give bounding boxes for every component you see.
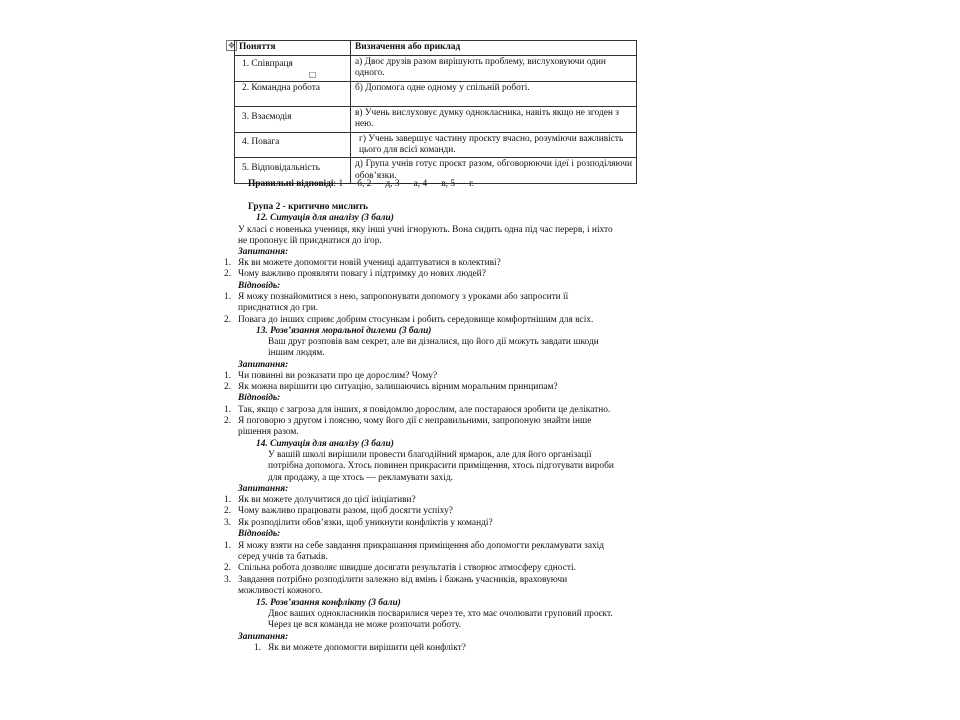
answer-item: Спільна робота дозволяє швидше досягати результатів і створює атмосферу єдності. [238,563,576,573]
table-row [235,132,637,158]
answer-item: Я поговорю з другом і поясню, чому його дії є неправильними, запропоную знайти інше [238,416,592,426]
list-number: 1. [224,405,232,415]
questions-label: Запитання: [238,360,289,370]
table-cell-definition: б) Допомога одне одному у спільній роботі. [351,81,637,106]
list-number: 3. [224,518,232,528]
answer-item: Повага до інших сприяє добрим стосункам і робить середовище комфортнішим для всіх. [238,315,594,325]
situation-13-text-line: Ваш друг розповів вам секрет, але ви дізналися, що його дії можуть завдати шкоди [268,337,599,347]
situation-15-title: 15. Розв’язання конфлікту (3 бали) [256,598,401,608]
list-number: 1. [224,541,232,551]
question-item: Чому важливо проявляти повагу і підтримку до нових людей? [238,269,486,279]
list-number: 1. [224,371,232,381]
answer-item: Завдання потрібно розподілити залежно від вмінь і бажань учасників, враховуючи [238,575,568,585]
list-number: 1. [224,495,232,505]
term-label: 4. Повага [242,136,280,147]
list-number: 3. [224,575,232,585]
table-cell-definition: г) Учень завершує частину проєкту вчасно, розуміючи важливість цього для всієї команди. [351,132,637,158]
correct-answers-label: Правильні відповіді [248,179,334,189]
end-of-cell-marker-icon: □ [308,70,317,80]
situation-14-text-line: У вашій школі вирішили провести благодійний ярмарок, але для його організації [268,450,592,460]
table-move-handle-icon[interactable]: ✥ [226,40,237,51]
question-item: Як ви можете допомогти новій учениці адаптуватися в колективі? [238,258,501,268]
answer-item-continued: можливості кожного. [238,586,323,596]
list-number: 2. [224,506,232,516]
table-row [235,56,637,82]
question-item: Чи повинні ви розказати про це дорослим? Чому? [238,371,438,381]
question-item: Як можна вирішити цю ситуацію, залишаючись вірним моральним принципам? [238,382,558,392]
list-number: 1. [254,643,262,653]
correct-answers-text: : 1 — б, 2 — д, 3 — а, 4 — в, 5 — г. [333,179,475,189]
question-item: Чому важливо працювати разом, щоб досягти успіху? [238,506,453,516]
table-cell-term [235,132,351,158]
answer-item: Я можу познайомитися з нею, запропонувати допомогу з уроками або запросити її [238,292,569,302]
question-item: Як ви можете долучитися до цієї ініціативи? [238,495,416,505]
group-title: Група 2 - критично мислить [248,202,368,212]
situation-14-text-line: для продажу, а ще хтось — рекламувати захід. [268,473,453,483]
correct-answers-line [248,179,474,191]
situation-14-title: 14. Ситуація для аналізу (3 бали) [256,439,394,449]
list-number: 1. [224,258,232,268]
term-label: 3. Взаємодія [242,111,292,122]
situation-15-text-line: Двоє ваших однокласників посварилися через те, хто має очолювати груповий проєкт. [268,609,613,619]
term-label: 5. Відповідальність [242,163,320,174]
answer-label: Відповідь: [238,281,281,291]
question-item: Як ви можете допомогти вирішити цей конфлікт? [268,643,466,653]
answer-item: Я можу взяти на себе завдання прикрашання приміщення або допомогти рекламувати захід [238,541,605,551]
answer-item-continued: рішення разом. [238,427,299,437]
table-header-definition: Визначення або приклад [351,41,637,56]
list-number: 1. [224,292,232,302]
answer-label: Відповідь: [238,529,281,539]
answer-item-continued: серед учнів та батьків. [238,552,328,562]
situation-13-title: 13. Розв’язання моральної дилеми (3 бали) [256,326,432,336]
situation-13-text-line: іншим людям. [268,348,325,358]
answer-item: Так, якщо є загроза для інших, я повідомлю дорослим, але постараюся зробити це делікатно. [238,405,611,415]
table-cell-term [235,56,351,82]
table-cell-definition: а) Двоє друзів разом вирішують проблему, вислуховуючи один одного. [351,56,637,82]
list-number: 2. [224,269,232,279]
situation-12-text-line: не пропонує їй приєднатися до ігор. [238,236,382,246]
table-row [235,106,637,132]
situation-15-text-line: Через це вся команда не може розпочати роботу. [268,620,462,630]
table-header-term: Поняття [235,41,351,56]
answer-item-continued: приєднатися до гри. [238,303,319,313]
situation-12-title: 12. Ситуація для аналізу (3 бали) [256,213,394,223]
questions-label: Запитання: [238,247,289,257]
table-cell-definition: в) Учень вислуховує думку однокласника, навіть якщо не згоден з нею. [351,106,637,132]
questions-label: Запитання: [238,484,289,494]
situation-14-text-line: потрібна допомога. Хтось повинен прикрасити приміщення, хтось підготувати вироби [268,461,614,471]
table-row [235,81,637,106]
list-number: 2. [224,416,232,426]
situation-12-text-line: У класі є новенька учениця, яку інші учні ігнорують. Вона сидить одна під час перерв, і ніхто [238,225,613,235]
questions-label: Запитання: [238,632,289,642]
term-label: 2. Командна робота [242,82,321,93]
list-number: 2. [224,382,232,392]
table-cell-term [235,106,351,132]
list-number: 2. [224,563,232,573]
terms-table [234,40,637,184]
table-cell-term [235,81,351,106]
table-header-row [235,41,637,56]
list-number: 2. [224,315,232,325]
table-cell-definition: д) Група учнів готує проєкт разом, обговорюючи ідеї і розподіляючи обов’язки. [351,158,637,184]
answer-label: Відповідь: [238,393,281,403]
term-label: 1. Співпраця [242,59,293,69]
question-item: Як розподілити обов’язки, щоб уникнути конфліктів у команді? [238,518,493,528]
